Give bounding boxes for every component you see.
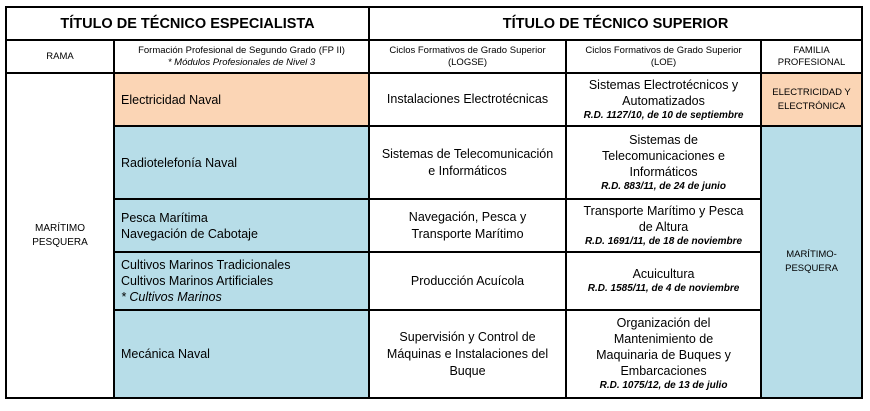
fp-title: Pesca Marítima (121, 210, 208, 225)
fp-title: Radiotelefonía Naval (121, 155, 238, 170)
loe-title: Informáticos (629, 164, 698, 179)
loe-title: Acuicultura (632, 267, 695, 281)
rama-label: RAMA (46, 50, 74, 62)
familia-sublabel: PROFESIONAL (777, 56, 846, 68)
loe-title: Automatizados (622, 93, 705, 108)
logse-title: Buque (449, 363, 486, 378)
loe-cell-2 (566, 126, 761, 199)
header-tecnico-superior: TÍTULO DE TÉCNICO SUPERIOR (369, 7, 862, 40)
fp-title: Cultivos Marinos Artificiales (121, 274, 274, 288)
fp-cell-4 (114, 252, 369, 310)
loe-title: Organización del (616, 316, 711, 330)
loe-cell-4 (566, 252, 761, 310)
rama-value-line2: PESQUERA (32, 236, 88, 248)
fp-title: Navegación de Cabotaje (121, 226, 258, 241)
header-familia (761, 40, 862, 73)
loe-cell-1 (566, 73, 761, 126)
logse-cell-5 (369, 310, 566, 398)
logse-title: Instalaciones Electrotécnicas (386, 92, 549, 106)
logse-title: Navegación, Pesca y (408, 209, 527, 224)
familia-electricidad-line1: ELECTRICIDAD Y (772, 86, 851, 98)
loe-title: Sistemas de (629, 132, 698, 147)
logse-title: e Informáticos (428, 163, 507, 178)
loe-sublabel: (LOE) (650, 56, 677, 68)
loe-title: Sistemas Electrotécnicos y (588, 77, 739, 92)
header-logse (369, 40, 566, 73)
logse-title: Transporte Marítimo (411, 226, 524, 241)
logse-title: Máquinas e Instalaciones del (386, 346, 549, 361)
loe-cell-3 (566, 199, 761, 252)
royal-decree: R.D. 1585/11, de 4 de noviembre (587, 283, 740, 294)
logse-cell-3 (369, 199, 566, 252)
fp-cell-2 (114, 126, 369, 199)
fp-title: Mecánica Naval (121, 347, 210, 361)
royal-decree: R.D. 1127/10, de 10 de septiembre (583, 109, 744, 121)
logse-sublabel: (LOGSE) (447, 56, 488, 68)
familia-label: FAMILIA (793, 44, 830, 56)
header-loe (566, 40, 761, 73)
familia-maritimo-line1: MARÍTIMO- (786, 249, 837, 260)
logse-cell-2 (369, 126, 566, 199)
fp-cell-5 (114, 310, 369, 398)
familia-maritimo-pesquera (761, 126, 862, 398)
logse-title: Sistemas de Telecomunicación (381, 146, 554, 161)
royal-decree: R.D. 1075/12, de 13 de julio (599, 380, 728, 391)
loe-title: Embarcaciones (620, 364, 707, 378)
header-fp2 (114, 40, 369, 73)
loe-label: Ciclos Formativos de Grado Superior (585, 44, 742, 56)
loe-title: Telecomunicaciones e (602, 148, 726, 163)
familia-maritimo-line2: PESQUERA (785, 263, 838, 274)
rama-value (6, 73, 114, 398)
fp-module-note: * Cultivos Marinos (121, 290, 222, 304)
logse-cell-1 (369, 73, 566, 126)
familia-electricidad-line2: ELECTRÓNICA (777, 100, 846, 112)
header-tecnico-especialista: TÍTULO DE TÉCNICO ESPECIALISTA (6, 7, 369, 40)
rama-value-line1: MARÍTIMO (35, 222, 85, 234)
loe-title: Mantenimiento de (613, 332, 714, 346)
fp-cell-1 (114, 73, 369, 126)
logse-label: Ciclos Formativos de Grado Superior (389, 44, 546, 56)
loe-cell-5 (566, 310, 761, 398)
loe-title: de Altura (638, 219, 689, 234)
logse-title: Supervisión y Control de (399, 329, 536, 344)
logse-cell-4 (369, 252, 566, 310)
loe-title: Transporte Marítimo y Pesca (583, 203, 744, 218)
fp-title: Electricidad Naval (121, 92, 222, 107)
fp-cell-3 (114, 199, 369, 252)
familia-electricidad (761, 73, 862, 126)
fp-title: Cultivos Marinos Tradicionales (121, 258, 291, 272)
royal-decree: R.D. 1691/11, de 18 de noviembre (584, 235, 743, 247)
fp2-label: Formación Profesional de Segundo Grado (FP II) (138, 44, 345, 56)
equivalence-table (5, 6, 863, 399)
loe-title: Maquinaria de Buques y (596, 348, 731, 362)
fp2-sublabel: * Módulos Profesionales de Nivel 3 (167, 56, 316, 68)
header-rama (6, 40, 114, 73)
logse-title: Producción Acuícola (410, 273, 525, 288)
royal-decree: R.D. 883/11, de 24 de junio (601, 180, 726, 192)
